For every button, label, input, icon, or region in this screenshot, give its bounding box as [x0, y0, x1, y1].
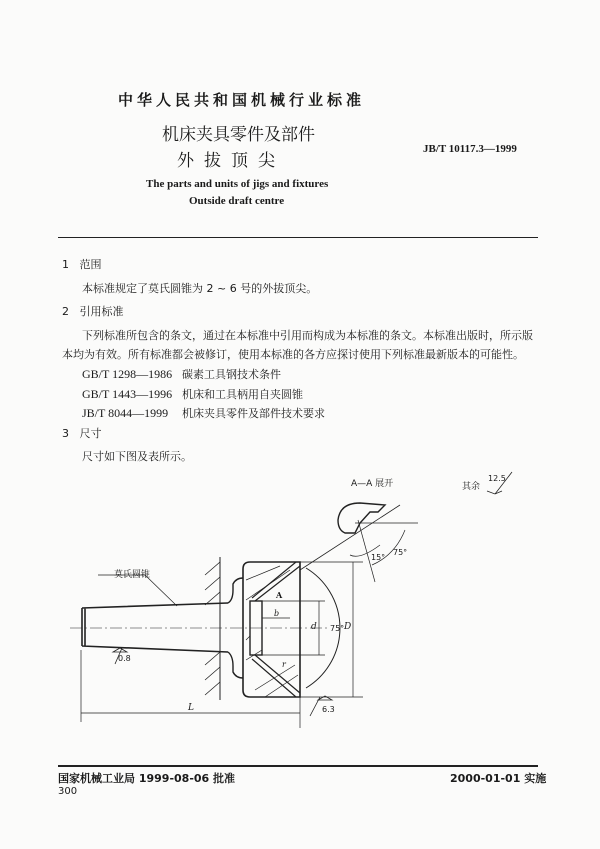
standard-code: JB/T 10117.3—1999	[423, 143, 517, 155]
L-dimension	[81, 650, 300, 728]
r-label: r	[282, 660, 286, 669]
detail-angle-line	[358, 520, 375, 582]
effective-date: 2000-01-01 实施	[450, 772, 547, 785]
section-view-label: A—A 展开	[351, 479, 394, 489]
reference-title: 机床和工具柄用自夹圆锥	[182, 388, 303, 401]
wall-hatching	[205, 562, 220, 695]
shank-roughness-value: 0.8	[118, 654, 131, 663]
section-title: 尺寸	[79, 427, 102, 440]
reference-code: JB/T 8044—1999	[82, 406, 169, 420]
section-3-text: 尺寸如下图及表所示。	[82, 450, 192, 463]
section-title: 引用标准	[79, 305, 124, 318]
issuer-heading: 中华人民共和国机械行业标准	[118, 91, 366, 109]
page-number: 300	[58, 786, 78, 797]
section-hatching	[246, 566, 298, 697]
approval-text: 国家机械工业局 1999-08-06 批准	[58, 772, 236, 785]
angle-75-label: 75°	[330, 624, 345, 633]
L-label: L	[188, 703, 194, 713]
reference-title: 碳素工具钢技术条件	[182, 368, 281, 381]
rest-label: 其余	[462, 482, 481, 492]
document-title: 机床夹具零件及部件	[162, 125, 315, 145]
rest-roughness-value: 12.5	[488, 474, 506, 483]
section-detail	[338, 503, 385, 533]
morse-shank	[82, 603, 228, 652]
section-title: 范围	[79, 258, 102, 271]
english-title: The parts and units of jigs and fixtures	[146, 178, 329, 190]
angle-75-detail-label: 75°	[393, 548, 408, 557]
english-subtitle: Outside draft centre	[189, 195, 285, 207]
section-number: 1	[62, 258, 69, 271]
d-label: d	[311, 622, 317, 632]
reference-code: GB/T 1443—1996	[82, 387, 173, 401]
D-label: D	[344, 622, 352, 632]
b-label: b	[274, 609, 280, 618]
document-subtitle: 外拔顶尖	[177, 151, 285, 171]
face-roughness-value: 6.3	[322, 705, 335, 714]
section-2-text: 下列标准所包含的条文，通过在本标准中引用而构成为本标准的条文。本标准出版时，所示版本均为有效。所有标准都会被修订，使用本标准的各方应探讨使用下列标准最新版本的可能性。	[62, 329, 533, 361]
section-number: 3	[62, 427, 69, 440]
reference-title: 机床夹具零件及部件技术要求	[182, 407, 325, 420]
section-mark-A: A	[276, 590, 283, 600]
angle-15-label: 15°	[371, 553, 386, 562]
section-1-text: 本标准规定了莫氏圆锥为 2 ~ 6 号的外拔顶尖。	[82, 282, 318, 295]
reference-code: GB/T 1298—1986	[82, 367, 173, 381]
footer-divider	[58, 765, 538, 767]
morse-taper-label: 莫氏圆锥	[114, 570, 151, 580]
section-number: 2	[62, 305, 69, 318]
